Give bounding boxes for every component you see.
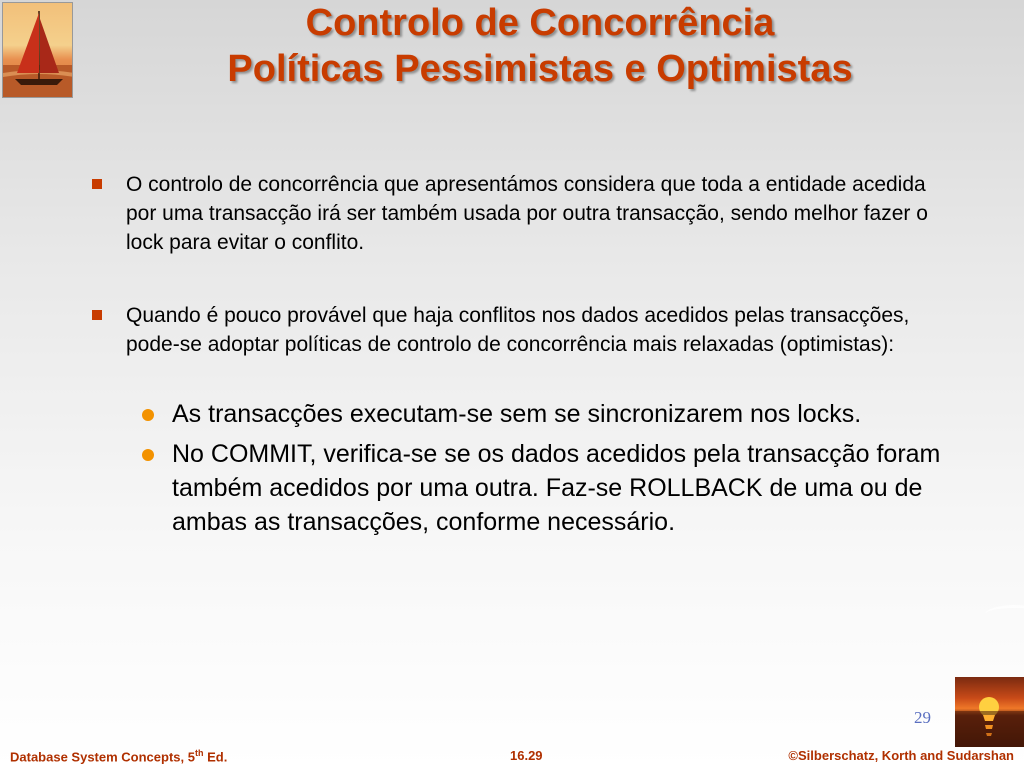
- sub-bullet-item: [92, 437, 952, 539]
- footer: [0, 742, 1024, 768]
- sub-bullet-text: No COMMIT, verifica-se se os dados acedidos pela transacção foram também acedidos por uma outra. Faz-se ROLLBACK de uma ou de ambas as transacções, conforme necessário.: [172, 440, 941, 536]
- page-number: 29: [914, 708, 931, 727]
- sub-bullet-text: As transacções executam-se sem se sincronizarem nos locks.: [172, 400, 862, 428]
- sailboat-logo: [2, 2, 73, 98]
- bullet-text: O controlo de concorrência que apresentámos considera que toda a entidade acedida por uma transacção irá ser também usada por outra transacção, sendo melhor fazer o lock para evitar o conflito.: [126, 173, 928, 254]
- title-line-2: Políticas Pessimistas e Optimistas: [227, 48, 853, 90]
- decorative-swoosh: [985, 605, 1024, 624]
- sunset-image: [955, 677, 1024, 747]
- square-bullet-icon: [92, 310, 102, 320]
- content-area: [92, 170, 952, 539]
- sub-bullet-item: [92, 397, 952, 431]
- footer-copyright: ©Silberschatz, Korth and Sudarshan: [788, 748, 1014, 763]
- square-bullet-icon: [92, 179, 102, 189]
- round-bullet-icon: [142, 449, 154, 461]
- footer-book-title: Database System Concepts, 5th Ed.: [10, 748, 228, 765]
- bullet-item: [92, 170, 952, 257]
- footer-slide-ref: 16.29: [510, 748, 543, 763]
- bullet-text: Quando é pouco provável que haja conflitos nos dados acedidos pelas transacções, pode-se adoptar políticas de controlo de concorrência mais relaxadas (optimistas):: [126, 304, 910, 356]
- round-bullet-icon: [142, 409, 154, 421]
- slide-title: [120, 0, 960, 92]
- bullet-item: [92, 301, 952, 359]
- title-line-1: Controlo de Concorrência: [305, 2, 775, 44]
